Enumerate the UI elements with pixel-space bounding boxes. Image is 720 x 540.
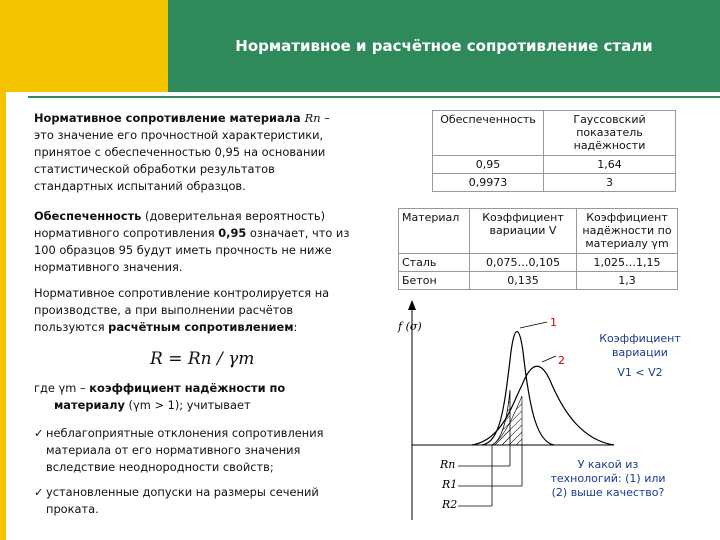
mark-rn: Rn [440,458,456,471]
bullet-item-1: ✓ неблагоприятные отклонения сопротивления материала от его нормативного значения вследствие неоднородности свойств; [34,426,324,474]
y-axis-label: f (σ) [398,320,422,333]
table-header: Материал [399,209,470,254]
paragraph-normative: Нормативное сопротивление материала Rn – это значение его прочностной характеристики, принятое с обеспеченностью 0,95 на основании статистической обработки результатов стандартных испытаний образцов. [34,111,330,193]
table-header: Обеспеченность [433,111,544,156]
table-row: 0,95 1,64 [433,156,676,174]
paragraph-design: Нормативное сопротивление контролируется на производстве, а при выполнении расчётов пользуются расчётным сопротивлением: [34,286,330,334]
header-separator [28,96,720,98]
question-note: У какой из технологий: (1) или (2) выше качество? [550,458,666,499]
paragraph-coefficient: где γm – коэффициент надёжности по материалу (γm > 1); учитывает [34,381,286,412]
curve-2-label: 2 [558,354,565,367]
curve-1-label: 1 [550,316,557,329]
mark-r1: R1 [442,478,458,491]
header-accent-yellow [0,0,168,92]
table-header: Коэффициент надёжности по материалу γm [577,209,678,254]
mark-r2: R2 [442,498,458,511]
check-icon: ✓ [34,426,44,440]
check-icon: ✓ [34,485,44,499]
paragraph-probability: Обеспеченность (доверительная вероятность) нормативного сопротивления 0,95 означает, что из 100 образцов 95 будут иметь прочность не ниже нормативного значения. [34,209,350,274]
table-row: 0,9973 3 [433,174,676,192]
table-header: Гауссовский показатель надёжности [544,111,676,156]
reliability-table [432,110,676,192]
table-row: Бетон 0,135 1,3 [399,272,678,290]
table-row: Сталь 0,075…0,105 1,025…1,15 [399,254,678,272]
material-table [398,208,678,290]
variation-note: Коэффициент вариации V1 < V2 [599,332,681,379]
page-title: Нормативное и расчётное сопротивление стали [235,37,653,55]
y-axis-arrow [408,300,416,310]
table-header: Коэффициент вариации V [470,209,577,254]
left-accent-strip [0,92,6,540]
bullet-item-2: ✓ установленные допуски на размеры сечений проката. [34,485,319,516]
design-formula: R = Rn / γm [150,349,255,369]
